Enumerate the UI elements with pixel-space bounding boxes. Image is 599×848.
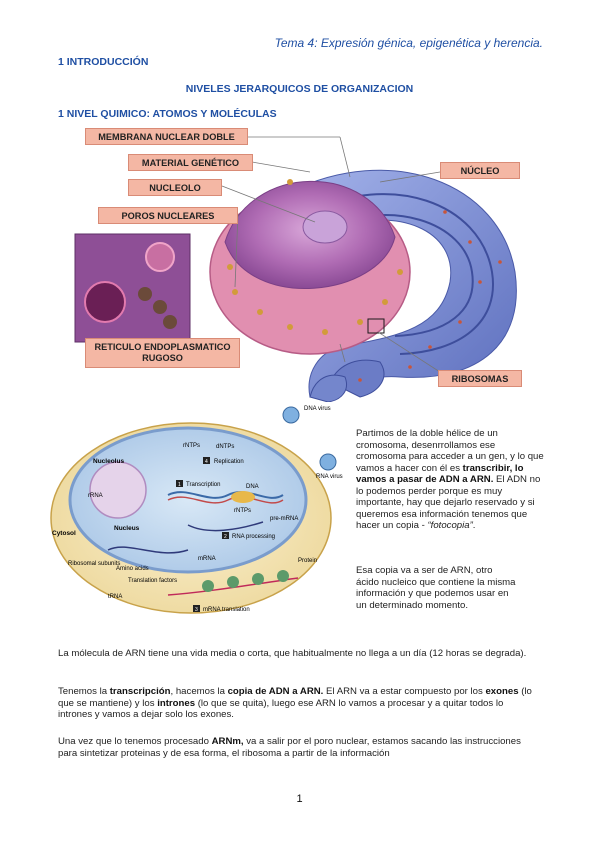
label-nucleo: NÚCLEO <box>440 162 520 179</box>
paragraph-text: (lo que se quita), luego ese ARN lo vamos a procesar y a quitar todos lo intrones y vamos a dejar solo los exones. <box>58 697 504 720</box>
step1-number: 1 <box>178 482 181 488</box>
paragraph-text: El ARN va a estar compuesto por los <box>323 686 486 697</box>
body-paragraph-arnm <box>58 736 538 759</box>
step4-number: 4 <box>205 459 208 465</box>
ribosomal-subunits-label: Ribosomal subunits <box>68 561 121 567</box>
paragraph-bold-text: transcripción <box>109 686 171 697</box>
rna-processing-label: RNA processing <box>232 534 276 540</box>
nucleolus-label: Nucleolus <box>93 458 125 465</box>
paragraph-bold-text: copia de ADN a ARN. <box>227 686 324 697</box>
replication-label: Replication <box>214 459 244 465</box>
paragraph-text: , hacemos la <box>170 686 228 697</box>
paragraph-text: El ADN no lo podemos perder porque es muy importante, hay que dejarlo reservado y si queremos esa información tenemos que hacer un copia - <box>356 474 541 531</box>
nucleus-label: Nucleus <box>114 525 140 532</box>
body-paragraph-arn: La mólecula de ARN tiene una vida media o corta, que habitualmente no llega a un día (12 horas se degrada). <box>58 648 527 659</box>
label-reticulo-endoplasmatico: RETICULO ENDOPLASMATICO RUGOSO <box>85 338 240 368</box>
page-title: NIVELES JERARQUICOS DE ORGANIZACION <box>185 83 414 95</box>
page-number: 1 <box>296 793 303 805</box>
step3-number: 3 <box>195 607 198 613</box>
gene-expression-diagram <box>48 400 348 622</box>
explanation-paragraph-1 <box>356 428 546 532</box>
dna-label: DNA <box>246 484 259 490</box>
protein-label: Protein <box>298 558 318 564</box>
trna-label: tRNA <box>108 594 123 600</box>
paragraph-bold-text: exones <box>485 686 519 697</box>
label-material-genetico: MATERIAL GENÉTICO <box>128 154 253 171</box>
label-ribosomas: RIBOSOMAS <box>438 370 522 387</box>
body-paragraph-transcripcion <box>58 686 538 721</box>
paragraph-text: . <box>472 520 476 531</box>
paragraph-text: Tenemos la <box>58 686 110 697</box>
paragraph-italic-text: “fotocopia” <box>427 520 473 531</box>
document-header: Tema 4: Expresión génica, epigenética y herencia. <box>274 36 543 50</box>
dntps-label: dNTPs <box>216 444 235 450</box>
paragraph-text: Partimos de la doble hélice de un cromosoma, desenrrollamos ese cromosoma para acceder a un gen, y lo que vamos a hacer con él es <box>356 428 544 474</box>
explanation-paragraph-2: Esa copia va a ser de ARN, otro ácido nucleico que contiene la misma información y que podemos usar en un determinado momento. <box>356 565 516 611</box>
section-heading-chemical: 1 NIVEL QUIMICO: ATOMOS Y MOLÉCULAS <box>58 108 277 120</box>
pre-mrna-label: pre-mRNA <box>270 516 299 522</box>
section-heading-intro: 1 INTRODUCCIÓN <box>58 56 149 68</box>
rntps-top-label: rNTPs <box>183 443 200 449</box>
paragraph-text: va a salir por el poro nuclear, estamos sacando las instrucciones para sintetizar proteinas y de esa forma, el ribosoma a partir de la información <box>58 736 521 759</box>
label-membrana-nuclear: MEMBRANA NUCLEAR DOBLE <box>85 128 248 145</box>
cytosol-label: Cytosol <box>52 530 76 537</box>
paragraph-bold-text: ARNm, <box>211 736 244 747</box>
rrna-label: rRNA <box>88 493 103 499</box>
mrna-translation-label: mRNA translation <box>203 607 250 613</box>
dna-virus-label: DNA virus <box>304 406 331 412</box>
label-poros-nucleares: POROS NUCLEARES <box>98 207 238 224</box>
step2-number: 2 <box>224 534 227 540</box>
translation-factors-label: Translation factors <box>128 578 178 584</box>
paragraph-bold-text: intrones <box>157 697 196 709</box>
paragraph-text: (lo que se mantiene) y los <box>58 686 532 709</box>
paragraph-text: Una vez que lo tenemos procesado <box>58 736 212 747</box>
paragraph-bold-text: transcribir, lo vamos a pasar de ADN a ARN. <box>356 462 524 485</box>
rna-virus-label: RNA virus <box>316 474 343 480</box>
rntps-label: rNTPs <box>234 508 251 514</box>
label-nucleolo: NUCLEOLO <box>128 179 222 196</box>
transcription-label: Transcription <box>186 482 221 488</box>
amino-acids-label: Amino acids <box>116 566 149 572</box>
mrna-label: mRNA <box>198 556 216 562</box>
